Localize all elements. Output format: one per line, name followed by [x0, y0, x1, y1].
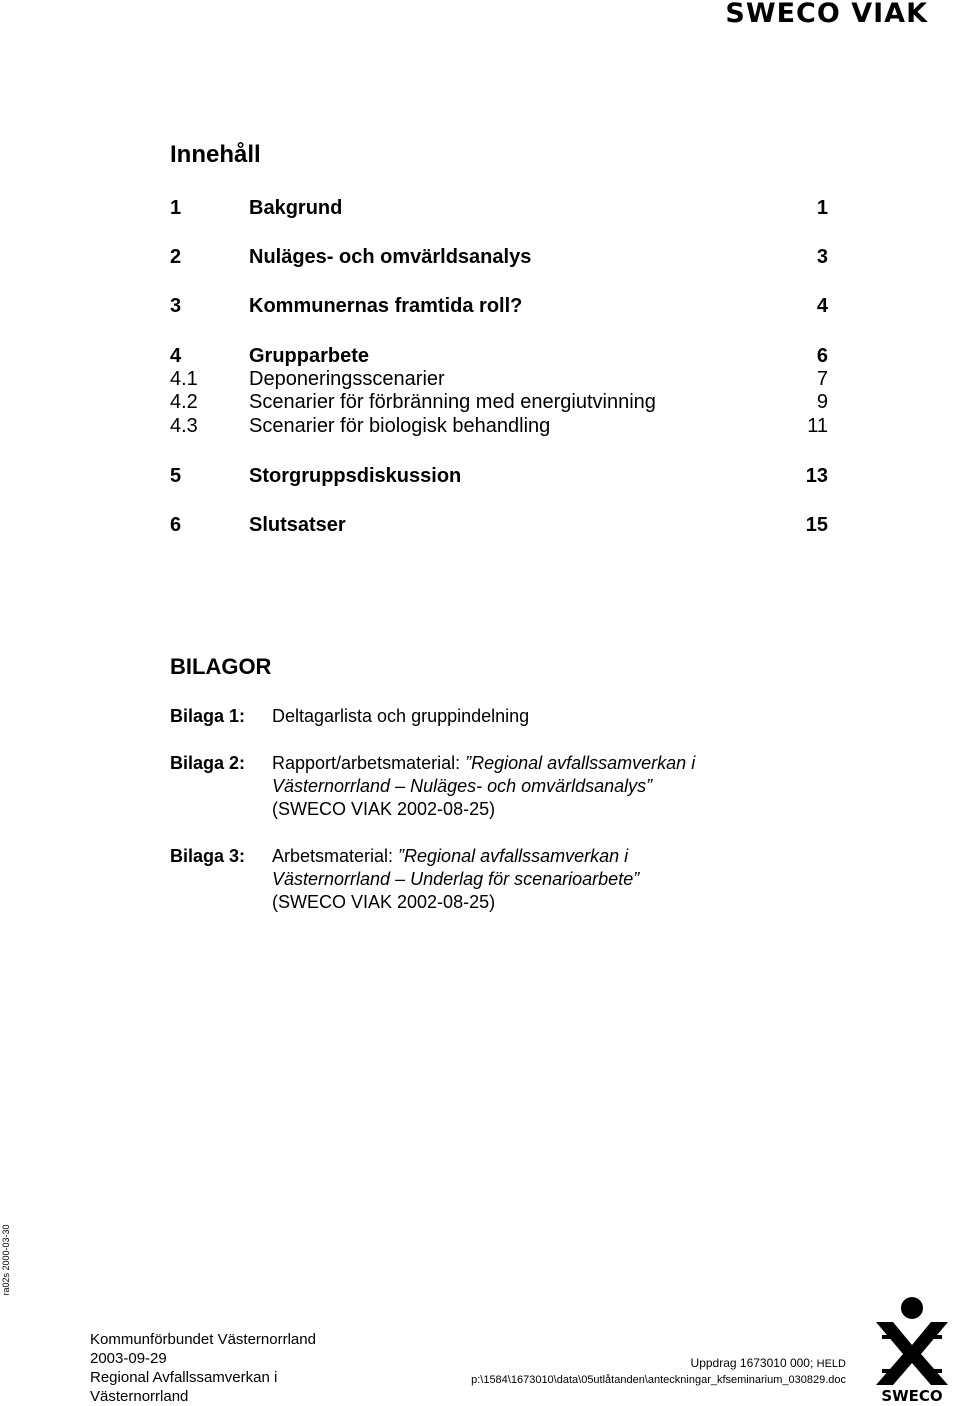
logo-wordmark: SWECO: [881, 1387, 943, 1403]
template-code: ra02s 2000-03-30: [1, 1224, 11, 1296]
appendix-description: [272, 752, 812, 821]
toc-entry-title: Grupparbete: [249, 345, 370, 367]
footer-project-line-2: Västernorrland: [90, 1388, 189, 1405]
appendix-description: [272, 705, 812, 728]
footer-author: HELD: [816, 1358, 846, 1370]
appendix-text: Deltagarlista och gruppindelning: [272, 706, 530, 726]
brand-wordmark: SWECO VIAK: [725, 0, 928, 29]
sweco-figure-logo-icon: [874, 1295, 950, 1403]
toc-entry[interactable]: [170, 195, 830, 221]
toc-entry-page: 3: [816, 246, 828, 268]
appendix-text: Rapport/arbetsmaterial:: [272, 753, 466, 773]
toc-entry-page: 4: [816, 295, 828, 317]
toc-entry-number: 5: [170, 465, 182, 487]
appendix-source: (SWECO VIAK 2002-08-25): [272, 799, 496, 819]
appendix-title: ”Regional avfallssamverkan i Västernorrland – Underlag för scenarioarbete”: [272, 846, 640, 889]
toc-entry-number: 1: [170, 197, 182, 219]
appendix-label: Bilaga 2:: [170, 753, 246, 773]
toc-entry-page: 13: [805, 465, 828, 487]
toc-subentry[interactable]: [170, 413, 830, 439]
toc-entry[interactable]: [170, 244, 830, 270]
appendix-description: [272, 845, 712, 914]
toc-entry[interactable]: [170, 293, 830, 319]
toc-entry-number: 3: [170, 295, 182, 317]
toc-entry-number: 4.2: [170, 391, 198, 413]
toc-entry-title: Scenarier för förbränning med energiutvinning: [249, 391, 656, 413]
appendix-label: Bilaga 3:: [170, 846, 246, 866]
footer-assignment: Uppdrag 1673010 000;: [690, 1356, 814, 1370]
toc-entry-number: 2: [170, 246, 182, 268]
toc-heading: Innehåll: [170, 141, 261, 168]
toc-entry-number: 6: [170, 514, 182, 536]
toc-entry-number: 4: [170, 345, 182, 367]
toc-entry-title: Slutsatser: [249, 514, 346, 536]
toc-entry-page: 1: [816, 197, 828, 219]
toc-entry-title: Deponeringsscenarier: [249, 368, 445, 390]
footer-assignment-line: [691, 1356, 846, 1370]
toc-entry[interactable]: [170, 463, 830, 489]
toc-entry-title: Kommunernas framtida roll?: [249, 295, 523, 317]
toc-entry-page: 9: [816, 391, 828, 413]
toc-entry-page: 15: [805, 514, 828, 536]
footer-client: Kommunförbundet Västernorrland: [90, 1331, 316, 1348]
toc-entry-title: Bakgrund: [249, 197, 343, 219]
footer-left: [90, 1330, 316, 1406]
toc-subentry[interactable]: [170, 389, 830, 415]
toc-entry[interactable]: [170, 512, 830, 538]
toc-entry-title: Storgruppsdiskussion: [249, 465, 462, 487]
appendix-title: ”Regional avfallssamverkan i Västernorrland – Nuläges- och omvärldsanalys”: [272, 753, 696, 796]
toc-entry-title: Nuläges- och omvärldsanalys: [249, 246, 532, 268]
appendices-heading: BILAGOR: [170, 654, 272, 679]
toc-entry-number: 4.1: [170, 368, 198, 390]
appendix-source: (SWECO VIAK 2002-08-25): [272, 892, 496, 912]
toc-entry-number: 4.3: [170, 415, 198, 437]
appendix-text: Arbetsmaterial:: [272, 846, 399, 866]
toc-entry-page: 11: [807, 415, 828, 437]
toc-entry-title: Scenarier för biologisk behandling: [249, 415, 551, 437]
toc-entry-page: 6: [816, 345, 828, 367]
footer-date: 2003-09-29: [90, 1350, 167, 1367]
footer-project-line-1: Regional Avfallssamverkan i: [90, 1369, 278, 1386]
appendix-label: Bilaga 1:: [170, 706, 246, 726]
footer-filepath: p:\1584\1673010\data\05utlåtanden\anteckningar_kfseminarium_030829.doc: [471, 1374, 846, 1386]
toc-entry-page: 7: [816, 368, 828, 390]
